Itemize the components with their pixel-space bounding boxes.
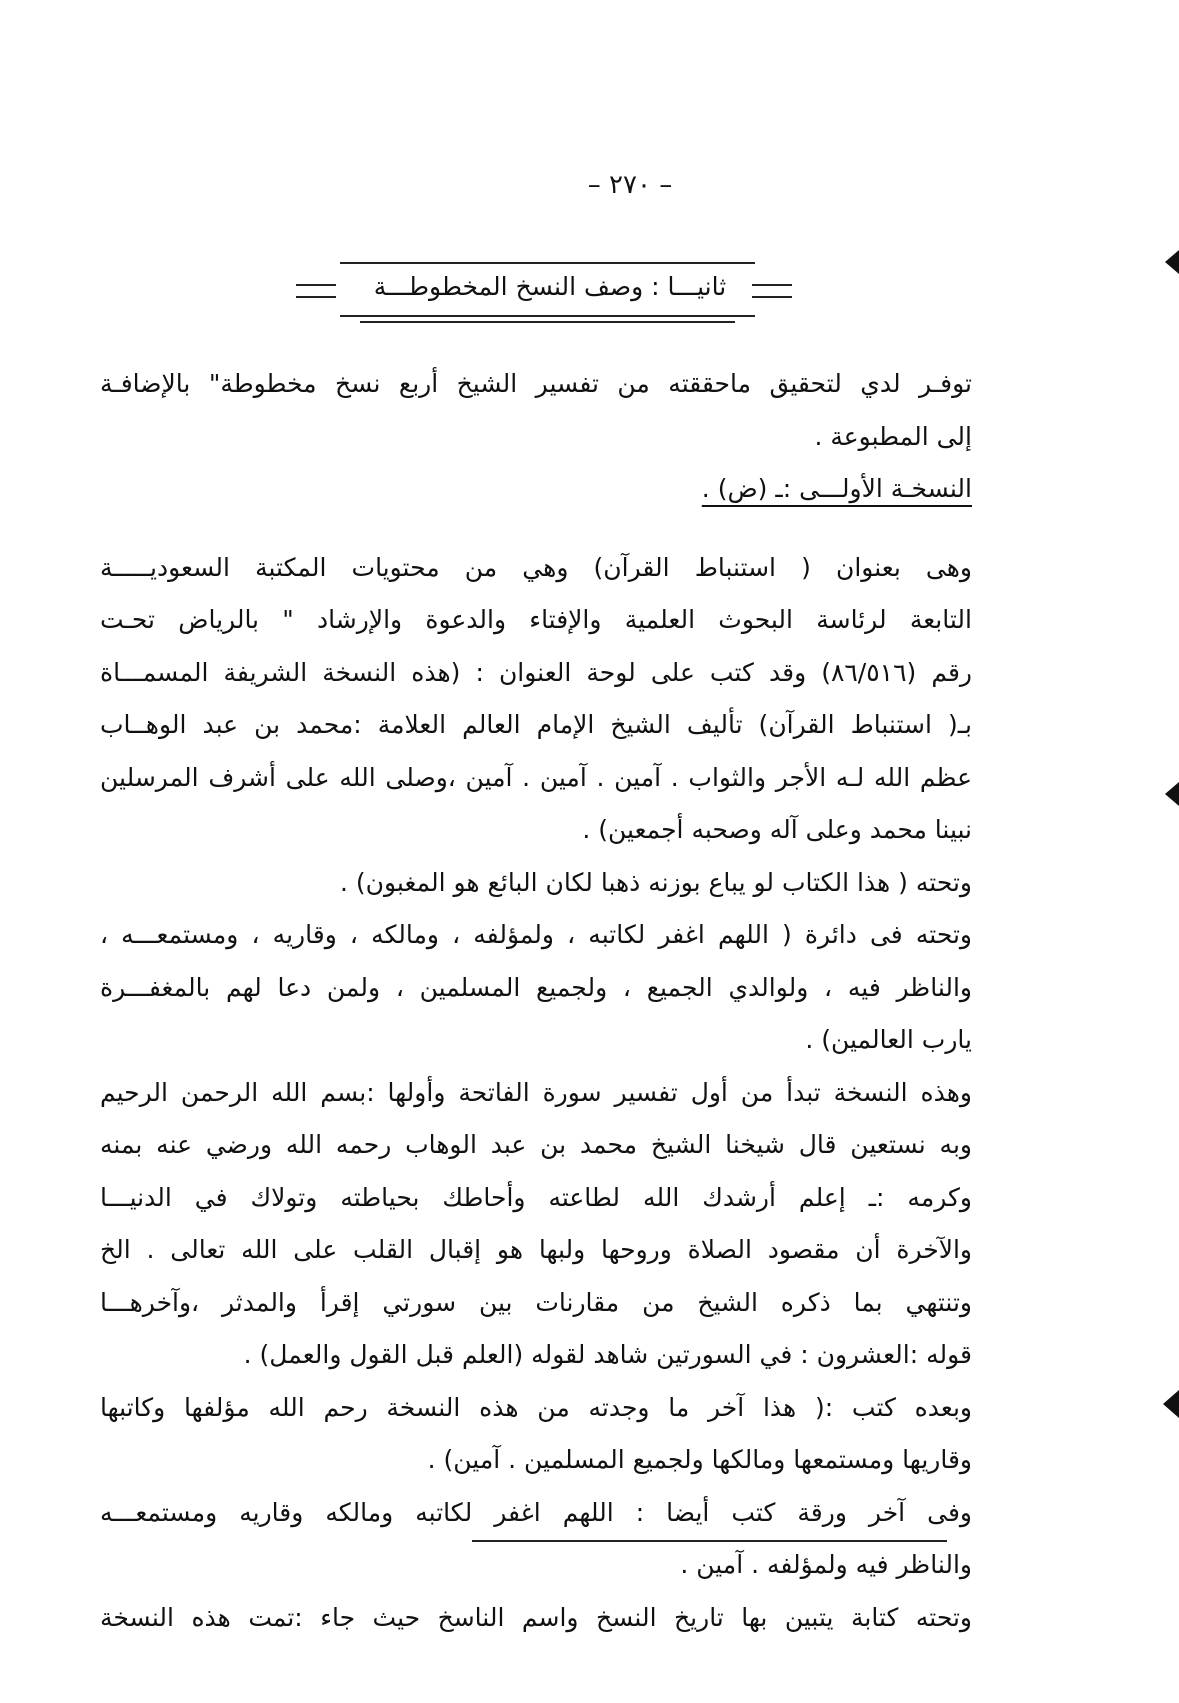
text-line: والناظر فيه ، ولوالدي الجميع ، ولجميع المسلمين ، ولمن دعا لهم بالمغفـــرة [100,972,972,1002]
text-line: وتحته فى دائرة ( اللهم اغفر لكاتبه ، ولمؤلفه ، ومالكه ، وقاريه ، ومستمعـــه ، [100,920,972,949]
heading-bottom-rule [340,315,755,317]
text-line: عظم الله لـه الأجر والثواب . آمين . آمين . آمين ،وصلى الله على أشرف المرسلين [100,762,972,792]
text-line: بـ( استنباط القرآن) تأليف الشيخ الإمام العالم العلامة :محمد بن عبد الوهــاب [100,710,972,739]
scan-edge-mark [1163,1390,1179,1418]
text-line: وفى آخر ورقة كتب أيضا : اللهم اغفر لكاتبه ومالكه وقاريه ومستمعـــه [100,1497,972,1527]
body-text [100,358,972,1644]
text-line: قوله :العشرون : في السورتين شاهد لقوله (العلم قبل القول والعمل) . [243,1340,972,1369]
heading-bottom-rule-2 [360,321,735,323]
text-line: وهذه النسخة تبدأ من أول تفسير سورة الفاتحة وأولها :بسم الله الرحمن الرحيم [100,1077,972,1107]
text-line: وبعده كتب :( هذا آخر ما وجدته من هذه النسخة رحم الله مؤلفها وكاتبها [100,1392,972,1422]
text-line: نبينا محمد وعلى آله وصحبه أجمعين) . [582,815,972,844]
spacer [100,516,972,542]
text-line: التابعة لرئاسة البحوث العلمية والإفتاء والدعوة والإرشاد " بالرياض تحـت [100,605,972,634]
footnote-rule [472,1540,947,1542]
text-line: رقم (٨٦/٥١٦) وقد كتب على لوحة العنوان : (هذه النسخة الشريفة المسمـــاة [100,657,972,687]
text-line: وهى بعنوان ( استنباط القرآن) وهي من محتويات المكتبة السعوديـــــة [100,552,972,582]
page-number: – ٢٧٠ – [587,170,673,200]
text-line: وتحته ( هذا الكتاب لو يباع بوزنه ذهبا لكان البائع هو المغبون) . [340,867,972,897]
text-line: يارب العالمين) . [805,1025,972,1054]
subsection-heading [100,463,972,516]
text-line: والآخرة أن مقصود الصلاة وروحها ولبها هو إقبال القلب على الله تعالى . الخ [100,1235,972,1264]
text-line: إلى المطبوعة . [814,421,972,451]
text-line: توفـر لدي لتحقيق ماحققته من تفسير الشيخ أربع نسخ مخطوطة" بالإضافـة [100,369,972,398]
heading-top-rule [340,262,755,264]
text-line: والناظر فيه ولمؤلفه . آمين . [680,1550,972,1579]
scan-edge-mark [1165,782,1179,806]
text-line: وكرمه :ـ إعلم أرشدك الله لطاعته وأحاطك بحياطته وتولاك في الدنيـــا [100,1182,972,1212]
text-line: وبه نستعين قال شيخنا الشيخ محمد بن عبد الوهاب رحمه الله ورضي عنه بمنه [100,1130,972,1159]
text-line: وتحته كتابة يتبين بها تاريخ النسخ واسم الناسخ حيث جاء :تمت هذه النسخة [100,1602,972,1632]
subsection-heading-text: النسخـة الأولـــى :ـ (ض) . [701,474,972,503]
text-line: وقاريها ومستمعها ومالكها ولجميع المسلمين . آمين) . [427,1445,972,1474]
text-line: وتنتهي بما ذكره الشيخ من مقارنات بين سورتي إقرأ والمدثر ،وآخرهـــا [100,1287,972,1317]
scan-edge-mark [1165,250,1179,274]
section-heading: ثانيـــا : وصف النسخ المخطوطـــة [373,272,727,301]
